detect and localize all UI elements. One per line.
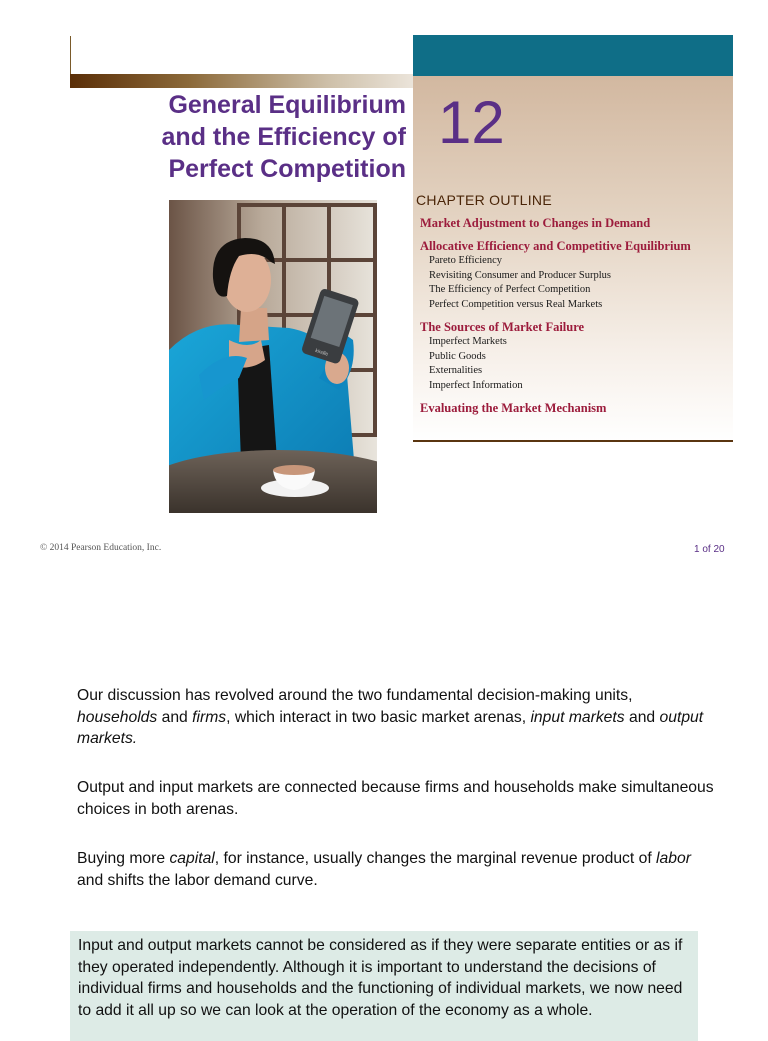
outline-section: Market Adjustment to Changes in Demand [420,216,651,230]
outline-subsection: Imperfect Information [429,379,523,391]
callout-text: Input and output markets cannot be considered as if they were separate entities or as if they operated independently. Although it is important to understand the decisions of individual firms and households and the functioning of individual markets, we now need to add it all up so we can look at the operation of the economy as a whole. [78,937,683,1019]
outline-subsection: Revisiting Consumer and Producer Surplus [429,269,611,281]
text-run: Buying more [77,850,170,867]
header-gradient-bar [70,74,413,88]
text-run: and shifts the labor demand curve. [77,871,318,889]
device-label: kindle [314,347,329,358]
chapter-title-line: and the Efficiency of [161,123,406,151]
chapter-photo [169,200,377,513]
outline-section: Allocative Efficiency and Competitive Equilibrium [420,239,691,253]
emphasis-text: capital [169,850,215,867]
chapter-outline [420,216,730,416]
outline-panel-rule [413,440,733,442]
text-run: , for instance, usually changes the marginal revenue product of [214,850,657,867]
page-indicator: 1 of 20 [694,544,725,555]
chapter-title-line: General Equilibrium [168,91,406,119]
emphasis-text: households [77,708,158,726]
emphasis-text: input markets [530,708,625,726]
outline-subsection: Public Goods [429,350,486,362]
outline-subsection: Perfect Competition versus Real Markets [429,298,603,310]
outline-section: Evaluating the Market Mechanism [420,401,607,415]
copyright-notice: © 2014 Pearson Education, Inc. [40,543,162,553]
text-run: Our discussion has revolved around the two fundamental decision-making units, [77,687,633,704]
chapter-title-line: Perfect Competition [168,155,406,183]
outline-subsection: Pareto Efficiency [429,255,502,266]
paragraph-decision-units [77,685,717,750]
outline-subsection: Externalities [429,365,483,376]
chapter-outline-heading: CHAPTER OUTLINE [416,192,552,208]
text-run: , which interact in two basic market arenas, [226,708,531,726]
chapter-title [110,89,406,185]
text-run: and [624,708,660,726]
text-run: and [157,708,193,726]
paragraph-markets-connected: Output and input markets are connected because firms and households make simultaneous choices in both arenas. [77,779,714,818]
chapter-number: 12 [438,89,505,156]
outline-subsection: The Efficiency of Perfect Competition [429,284,591,295]
header-vertical-rule [70,36,71,78]
text-run: . [132,730,138,747]
outline-subsection: Imperfect Markets [429,336,507,347]
emphasis-text: output markets [77,708,704,747]
emphasis-text: labor [656,850,691,867]
callout-box [70,931,698,1041]
emphasis-text: firms [192,708,227,726]
paragraph-capital-example [77,848,717,891]
cafe-reader-illustration [169,200,377,513]
header-teal-bar [413,35,733,76]
outline-section: The Sources of Market Failure [420,320,585,334]
